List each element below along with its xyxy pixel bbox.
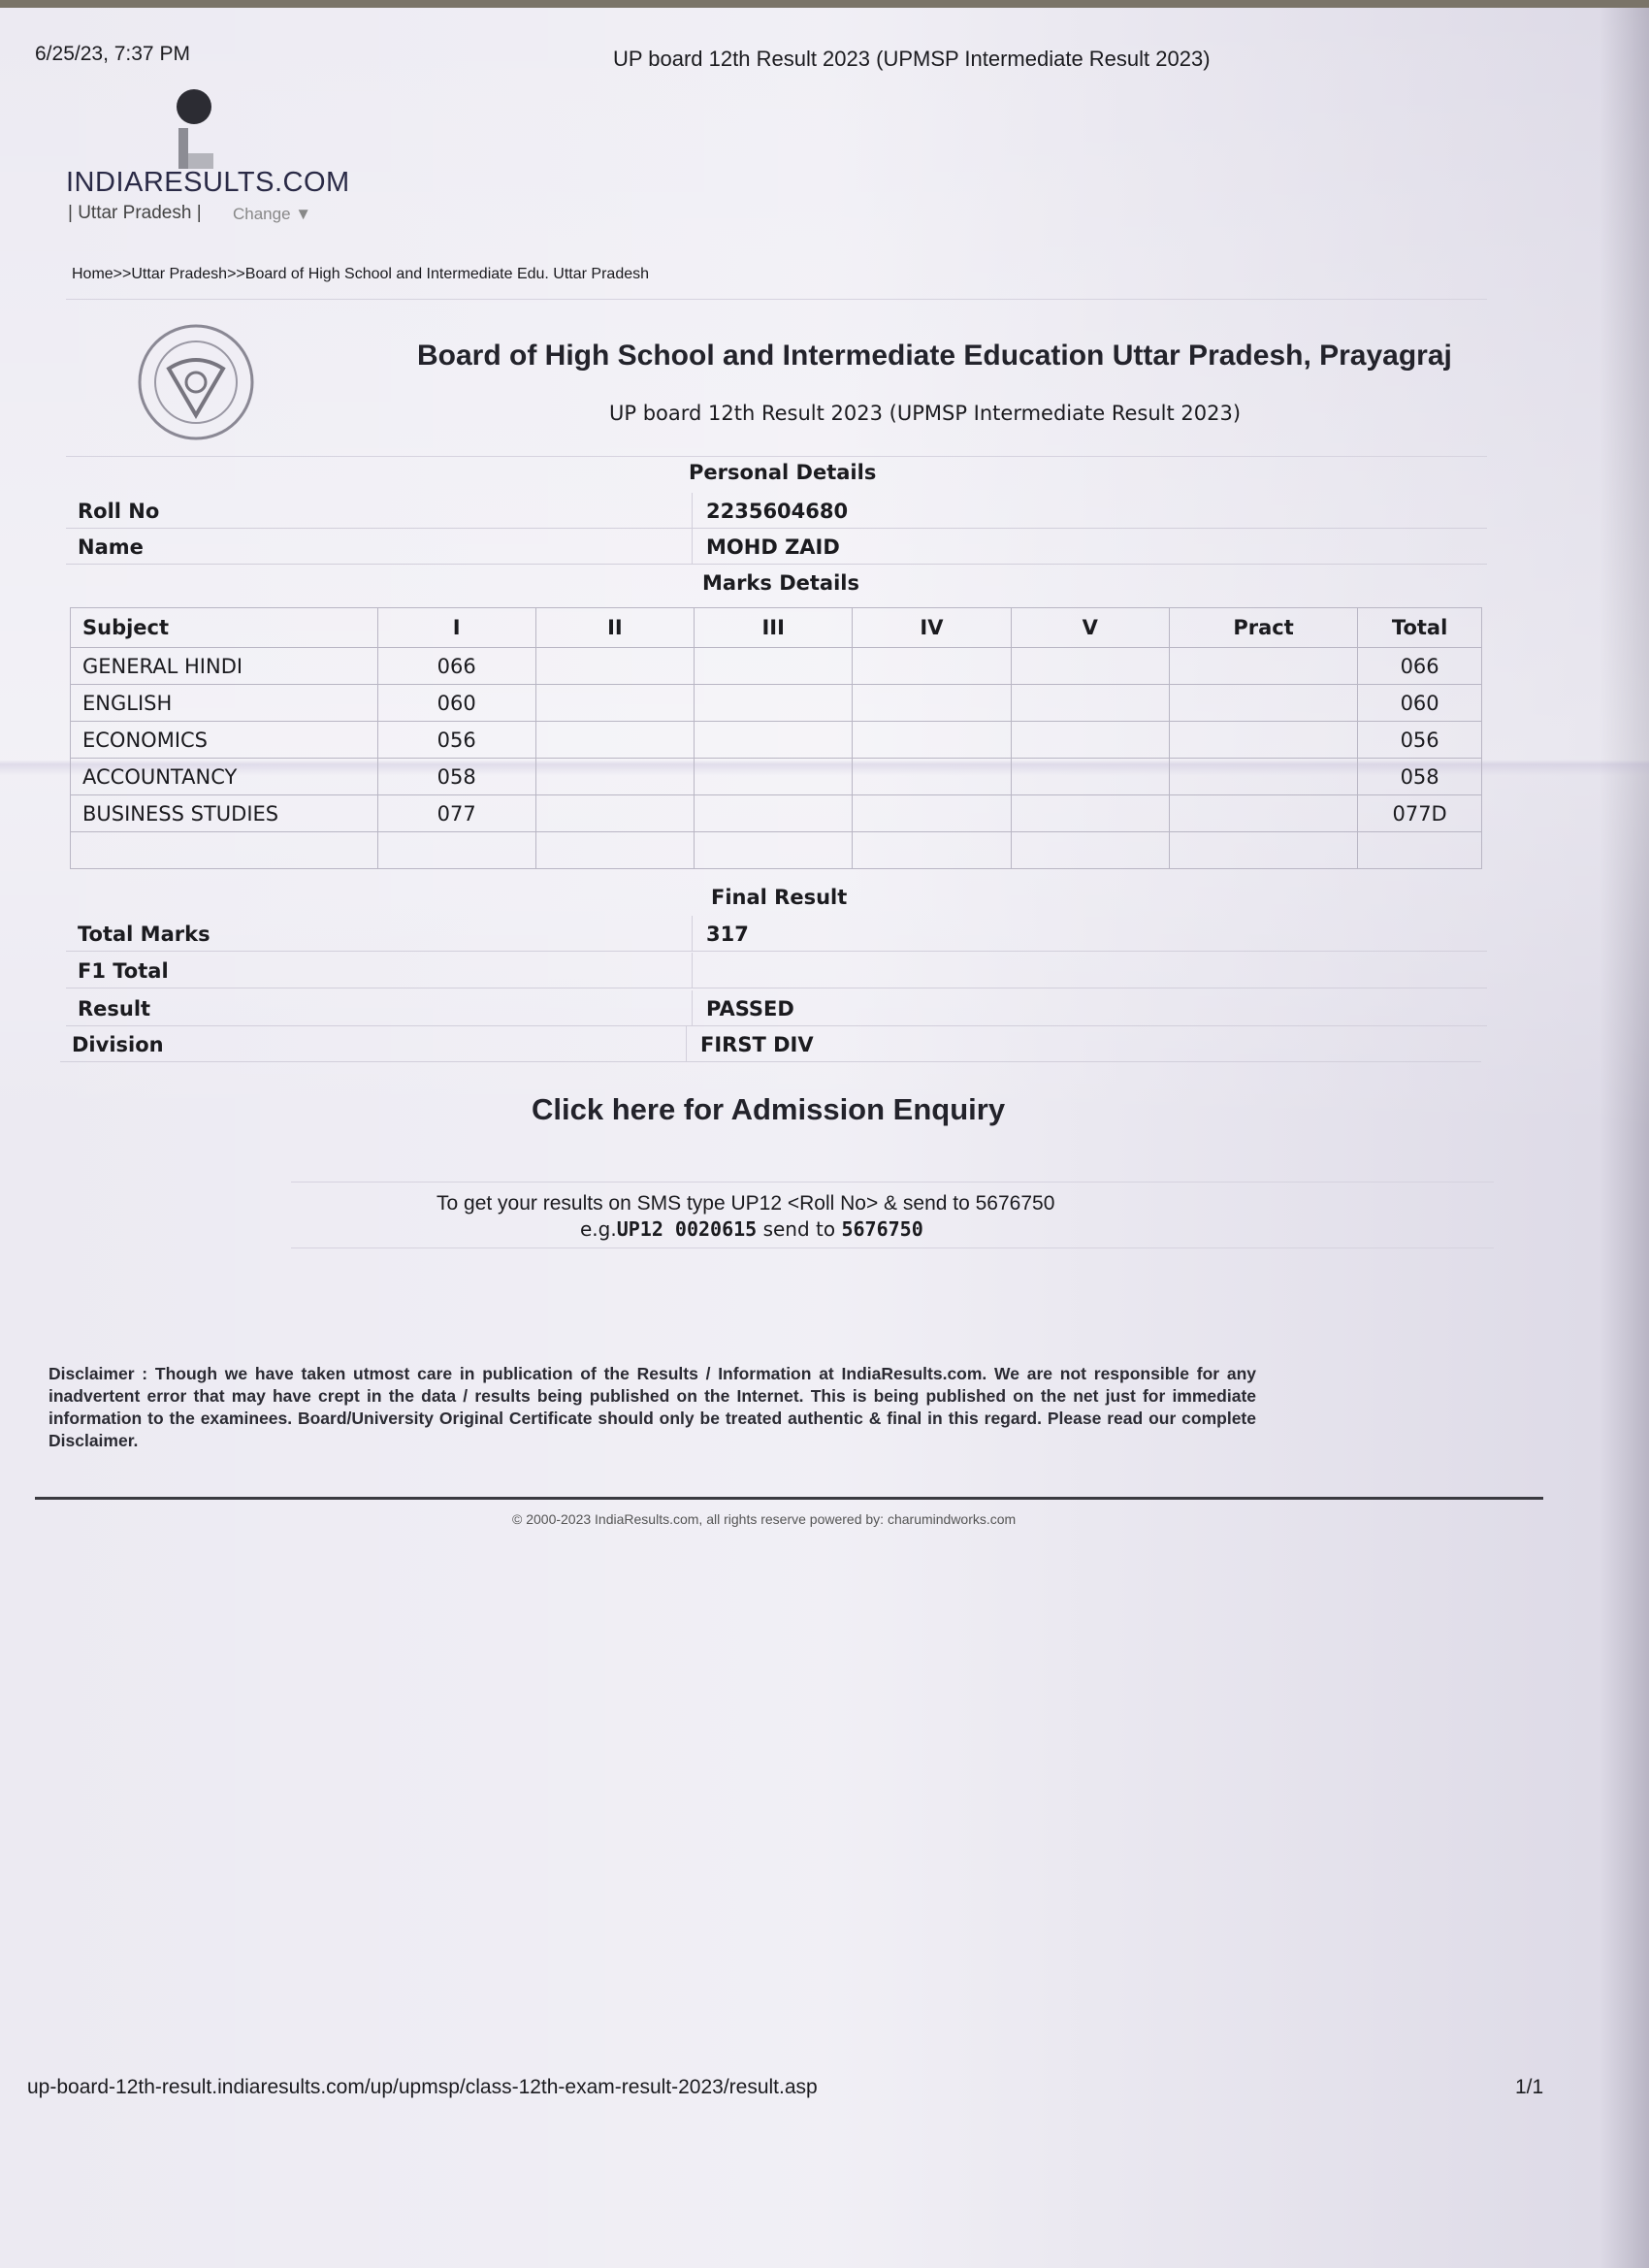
name-label: Name [78,535,144,559]
mark-cell [1169,795,1357,832]
result-label: Result [78,997,151,1021]
mark-cell [695,759,853,795]
print-url: up-board-12th-result.indiaresults.com/up/upmsp/class-12th-exam-result-2023/result.asp [27,2076,818,2098]
indiaresults-logo-icon [165,85,223,173]
mark-cell [695,685,853,722]
cell-separator [686,1026,687,1061]
division-row [60,1026,1481,1062]
admission-enquiry-link[interactable]: Click here for Admission Enquiry [532,1092,1006,1126]
mark-cell [853,759,1011,795]
col-header: IV [853,608,1011,648]
cell-separator [692,916,693,951]
mark-cell [695,832,853,869]
mark-cell: 066 [377,648,535,685]
table-row [71,648,1482,685]
name-row [66,529,1487,565]
mark-cell: 060 [377,685,535,722]
division-value: FIRST DIV [700,1033,814,1056]
col-header: Total [1358,608,1482,648]
total-marks-value: 317 [706,923,749,946]
subject-cell: ENGLISH [71,685,378,722]
mark-cell [695,648,853,685]
marks-table [70,607,1482,869]
mark-cell [535,759,694,795]
personal-details-heading: Personal Details [689,461,877,484]
subject-cell: BUSINESS STUDIES [71,795,378,832]
total-cell: 060 [1358,685,1482,722]
subject-cell: GENERAL HINDI [71,648,378,685]
site-logo-text[interactable]: INDIARESULTS.COM [66,167,350,198]
final-result-heading: Final Result [711,886,848,909]
mark-cell [853,795,1011,832]
sms-example-number: 5676750 [841,1217,923,1241]
divider [291,1247,1494,1248]
mark-cell [535,648,694,685]
division-label: Division [72,1033,164,1056]
marks-header-row [71,608,1482,648]
mark-cell [1011,795,1169,832]
mark-cell: 058 [377,759,535,795]
table-row [71,722,1482,759]
disclaimer-text: Disclaimer : Though we have taken utmost care in publication of the Results / Information at IndiaResults.com. We are not responsible for any inadvertent error that may have crept in the data / results being published on the Internet. This is being published on the net just for immediate information to the examinees. Board/University Original Certificate should only be treated authentic & final in this regard. Please read our complete Disclaimer. [48,1364,1256,1450]
mark-cell [695,722,853,759]
col-header: I [377,608,535,648]
f1-total-label: F1 Total [78,959,169,983]
cell-separator [692,493,693,528]
mark-cell [1169,722,1357,759]
breadcrumb[interactable]: Home>>Uttar Pradesh>>Board of High School and Intermediate Edu. Uttar Pradesh [72,266,650,282]
footer-divider [35,1497,1543,1500]
divider [66,456,1487,457]
print-date: 6/25/23, 7:37 PM [35,43,190,65]
table-row [71,685,1482,722]
mark-cell [853,685,1011,722]
print-title: UP board 12th Result 2023 (UPMSP Intermediate Result 2023) [613,47,1211,71]
col-header: II [535,608,694,648]
sms-example [580,1217,923,1241]
total-cell: 077D [1358,795,1482,832]
mark-cell [377,832,535,869]
mark-cell [695,795,853,832]
change-state-link[interactable]: Change ▼ [233,205,312,223]
table-row [71,795,1482,832]
col-header: Pract [1169,608,1357,648]
mark-cell [1169,648,1357,685]
cell-separator [692,529,693,564]
total-marks-row [66,916,1487,952]
divider [291,1182,1494,1183]
total-cell: 058 [1358,759,1482,795]
col-header: III [695,608,853,648]
mark-cell [535,685,694,722]
roll-value: 2235604680 [706,500,849,523]
copyright-text: © 2000-2023 IndiaResults.com, all rights reserve powered by: charumindworks.com [512,1511,1017,1527]
board-seal-icon [136,322,256,442]
mark-cell [1169,685,1357,722]
result-row [66,990,1487,1026]
cell-separator [692,990,693,1025]
mark-cell [535,722,694,759]
scan-edge [0,0,1649,8]
mark-cell [1169,759,1357,795]
total-cell [1358,832,1482,869]
mark-cell [1011,648,1169,685]
mark-cell [1011,759,1169,795]
board-subtitle: UP board 12th Result 2023 (UPMSP Intermediate Result 2023) [609,402,1242,425]
mark-cell: 077 [377,795,535,832]
sms-example-prefix: e.g. [580,1217,617,1241]
table-row [71,832,1482,869]
mark-cell [1011,722,1169,759]
roll-row [66,493,1487,529]
sms-instruction: To get your results on SMS type UP12 <Roll No> & send to 5676750 [436,1192,1055,1215]
total-cell: 056 [1358,722,1482,759]
total-marks-label: Total Marks [78,923,210,946]
col-header: V [1011,608,1169,648]
mark-cell [535,795,694,832]
divider [66,299,1487,300]
mark-cell [1169,832,1357,869]
mark-cell [853,722,1011,759]
mark-cell [1011,832,1169,869]
mark-cell: 056 [377,722,535,759]
total-cell: 066 [1358,648,1482,685]
sms-example-code: UP12 0020615 [616,1217,758,1241]
name-value: MOHD ZAID [706,535,840,559]
board-title: Board of High School and Intermediate Education Uttar Pradesh, Prayagraj [417,340,1452,372]
subject-cell: ECONOMICS [71,722,378,759]
sms-example-middle: send to [757,1217,842,1241]
page-number: 1/1 [1515,2076,1544,2098]
cell-separator [692,953,693,988]
result-value: PASSED [706,997,794,1021]
mark-cell [853,648,1011,685]
subject-cell [71,832,378,869]
table-row [71,759,1482,795]
col-header: Subject [71,608,378,648]
mark-cell [535,832,694,869]
marks-details-heading: Marks Details [702,571,859,595]
mark-cell [853,832,1011,869]
f1-total-row [66,953,1487,988]
subject-cell: ACCOUNTANCY [71,759,378,795]
state-label: | Uttar Pradesh | [68,203,202,223]
roll-label: Roll No [78,500,160,523]
mark-cell [1011,685,1169,722]
